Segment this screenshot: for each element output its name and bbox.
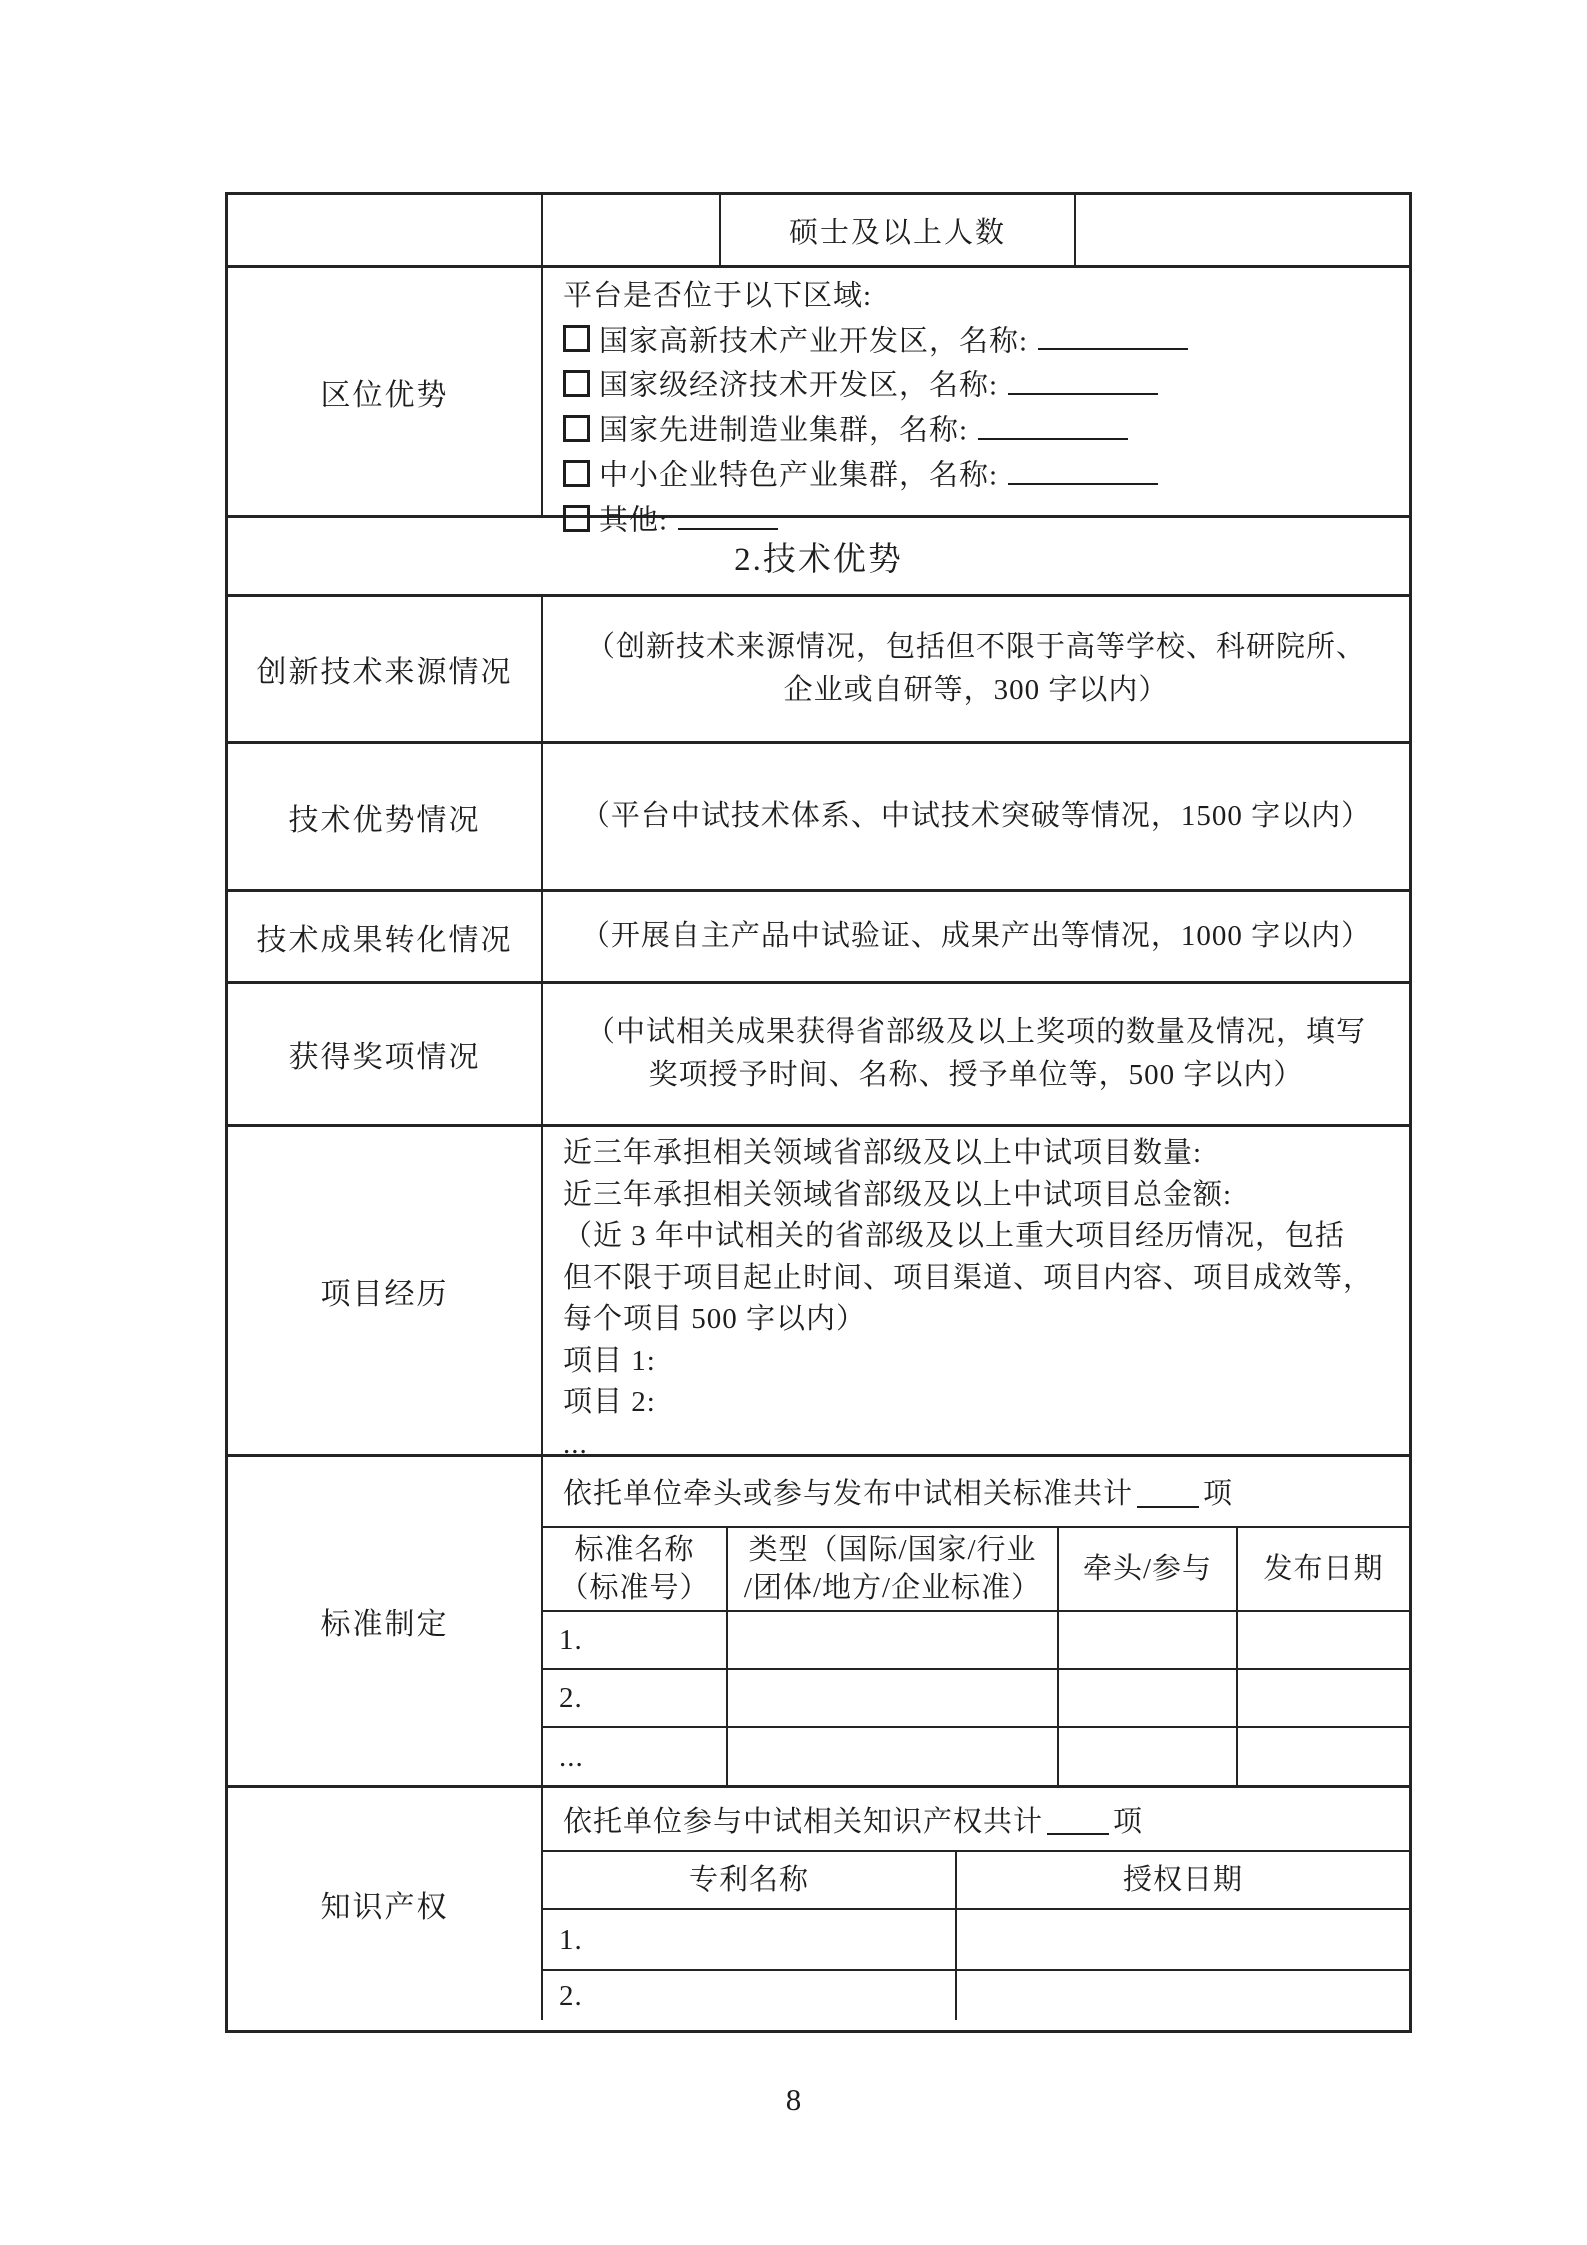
fill-in-blank[interactable] xyxy=(978,407,1128,439)
standards-summary-line: 依托单位牵头或参与发布中试相关标准共计 项 xyxy=(543,1457,1409,1526)
row-standards xyxy=(228,1457,1409,1788)
location-option-2: 国家级经济技术开发区，名称: xyxy=(563,362,1395,407)
location-option-1: 国家高新技术产业开发区，名称: xyxy=(563,318,1395,363)
row-innovation-source xyxy=(228,597,1409,744)
ip-summary-line: 依托单位参与中试相关知识产权共计 项 xyxy=(543,1788,1409,1850)
fill-in-blank[interactable] xyxy=(1047,1803,1109,1835)
awards-content[interactable]: （中试相关成果获得省部级及以上奖项的数量及情况，填写 奖项授予时间、名称、授予单位等，500 字以内） xyxy=(585,1016,1366,1091)
application-form-table xyxy=(225,192,1412,2033)
standards-input-cell[interactable] xyxy=(1059,1728,1238,1785)
standards-row-2: 2. xyxy=(543,1670,1409,1728)
ip-header-row xyxy=(543,1852,1409,1910)
checkbox-icon[interactable] xyxy=(563,415,590,442)
section-title: 2.技术优势 xyxy=(734,541,903,578)
ip-table xyxy=(543,1850,1409,2020)
masters-count-input-cell[interactable] xyxy=(1076,195,1409,265)
standards-table xyxy=(543,1526,1409,1785)
row-intellectual-property xyxy=(228,1788,1409,2020)
standards-input-cell[interactable] xyxy=(1238,1728,1409,1785)
standards-col-name: 标准名称 （标准号） xyxy=(543,1528,728,1610)
location-advantage-content xyxy=(543,268,1409,537)
tech-advantage-content[interactable]: （平台中试技术体系、中试技术突破等情况，1500 字以内） xyxy=(580,800,1372,832)
project-experience-label: 项目经历 xyxy=(228,1127,543,1454)
checkbox-icon[interactable] xyxy=(563,325,590,352)
standards-input-cell[interactable] xyxy=(1059,1612,1238,1668)
location-option-4: 中小企业特色产业集群，名称: xyxy=(563,452,1395,497)
standards-input-cell[interactable] xyxy=(1059,1670,1238,1726)
fill-in-blank[interactable] xyxy=(1008,452,1158,484)
standards-input-cell[interactable] xyxy=(728,1670,1059,1726)
project-experience-content[interactable]: 近三年承担相关领域省部级及以上中试项目数量: 近三年承担相关领域省部级及以上中试项目总金额: （近 3 年中试相关的省部级及以上重大项目经历情况，包括 但不限于项目起止时间、项目渠道、项目内容、项目成效等， 每个项目 500 字以内） 项目 1: 项目 2: ... xyxy=(563,1137,1374,1460)
standards-input-cell[interactable] xyxy=(728,1612,1059,1668)
standards-col-date: 发布日期 xyxy=(1263,1553,1384,1585)
innovation-source-content[interactable]: （创新技术来源情况，包括但不限于高等学校、科研院所、 企业或自研等，300 字以内） xyxy=(585,631,1366,706)
ip-row-2: 2. xyxy=(543,1971,1409,2020)
masters-count-label: 硕士及以上人数 xyxy=(721,195,1076,265)
standards-header-row xyxy=(543,1528,1409,1612)
row-achievement-transform xyxy=(228,892,1409,984)
ip-input-cell[interactable] xyxy=(957,1971,1409,2020)
fill-in-blank[interactable] xyxy=(1038,318,1188,350)
standards-row-more: ... xyxy=(543,1728,1409,1785)
personnel-sub-cell xyxy=(543,195,721,265)
ip-col-date: 授权日期 xyxy=(1122,1864,1243,1896)
page-number: 8 xyxy=(785,2082,802,2117)
ip-label: 知识产权 xyxy=(228,1788,543,2020)
row-section-header xyxy=(228,518,1409,597)
innovation-source-label: 创新技术来源情况 xyxy=(228,597,543,741)
row-awards xyxy=(228,984,1409,1127)
personnel-label-cell xyxy=(228,195,543,265)
awards-label: 获得奖项情况 xyxy=(228,984,543,1124)
ip-content xyxy=(543,1788,1409,2020)
row-project-experience xyxy=(228,1127,1409,1460)
achievement-transform-label: 技术成果转化情况 xyxy=(228,892,543,981)
row-location-advantage xyxy=(228,268,1409,537)
standards-input-cell[interactable] xyxy=(1238,1612,1409,1668)
checkbox-icon[interactable] xyxy=(563,370,590,397)
location-option-other: 其他: xyxy=(563,497,1395,542)
location-advantage-label: 区位优势 xyxy=(228,268,543,515)
standards-col-role: 牵头/参与 xyxy=(1059,1528,1238,1610)
location-option-3: 国家先进制造业集群，名称: xyxy=(563,407,1395,452)
fill-in-blank[interactable] xyxy=(1137,1475,1199,1507)
standards-label: 标准制定 xyxy=(228,1457,543,1785)
ip-input-cell[interactable] xyxy=(957,1910,1409,1969)
row-tech-advantage xyxy=(228,744,1409,892)
ip-col-patent: 专利名称 xyxy=(543,1852,957,1908)
standards-input-cell[interactable] xyxy=(728,1728,1059,1785)
fill-in-blank[interactable] xyxy=(1008,362,1158,394)
checkbox-icon[interactable] xyxy=(563,460,590,487)
row-personnel-masters xyxy=(228,195,1409,268)
ip-row-1: 1. xyxy=(543,1910,1409,1971)
achievement-transform-content[interactable]: （开展自主产品中试验证、成果产出等情况，1000 字以内） xyxy=(580,920,1372,952)
standards-row-1: 1. xyxy=(543,1612,1409,1670)
standards-input-cell[interactable] xyxy=(1238,1670,1409,1726)
standards-col-type: 类型（国际/国家/行业 /团体/地方/企业标准） xyxy=(728,1528,1059,1610)
standards-content xyxy=(543,1457,1409,1785)
location-intro: 平台是否位于以下区域: xyxy=(563,280,873,312)
tech-advantage-label: 技术优势情况 xyxy=(228,744,543,889)
